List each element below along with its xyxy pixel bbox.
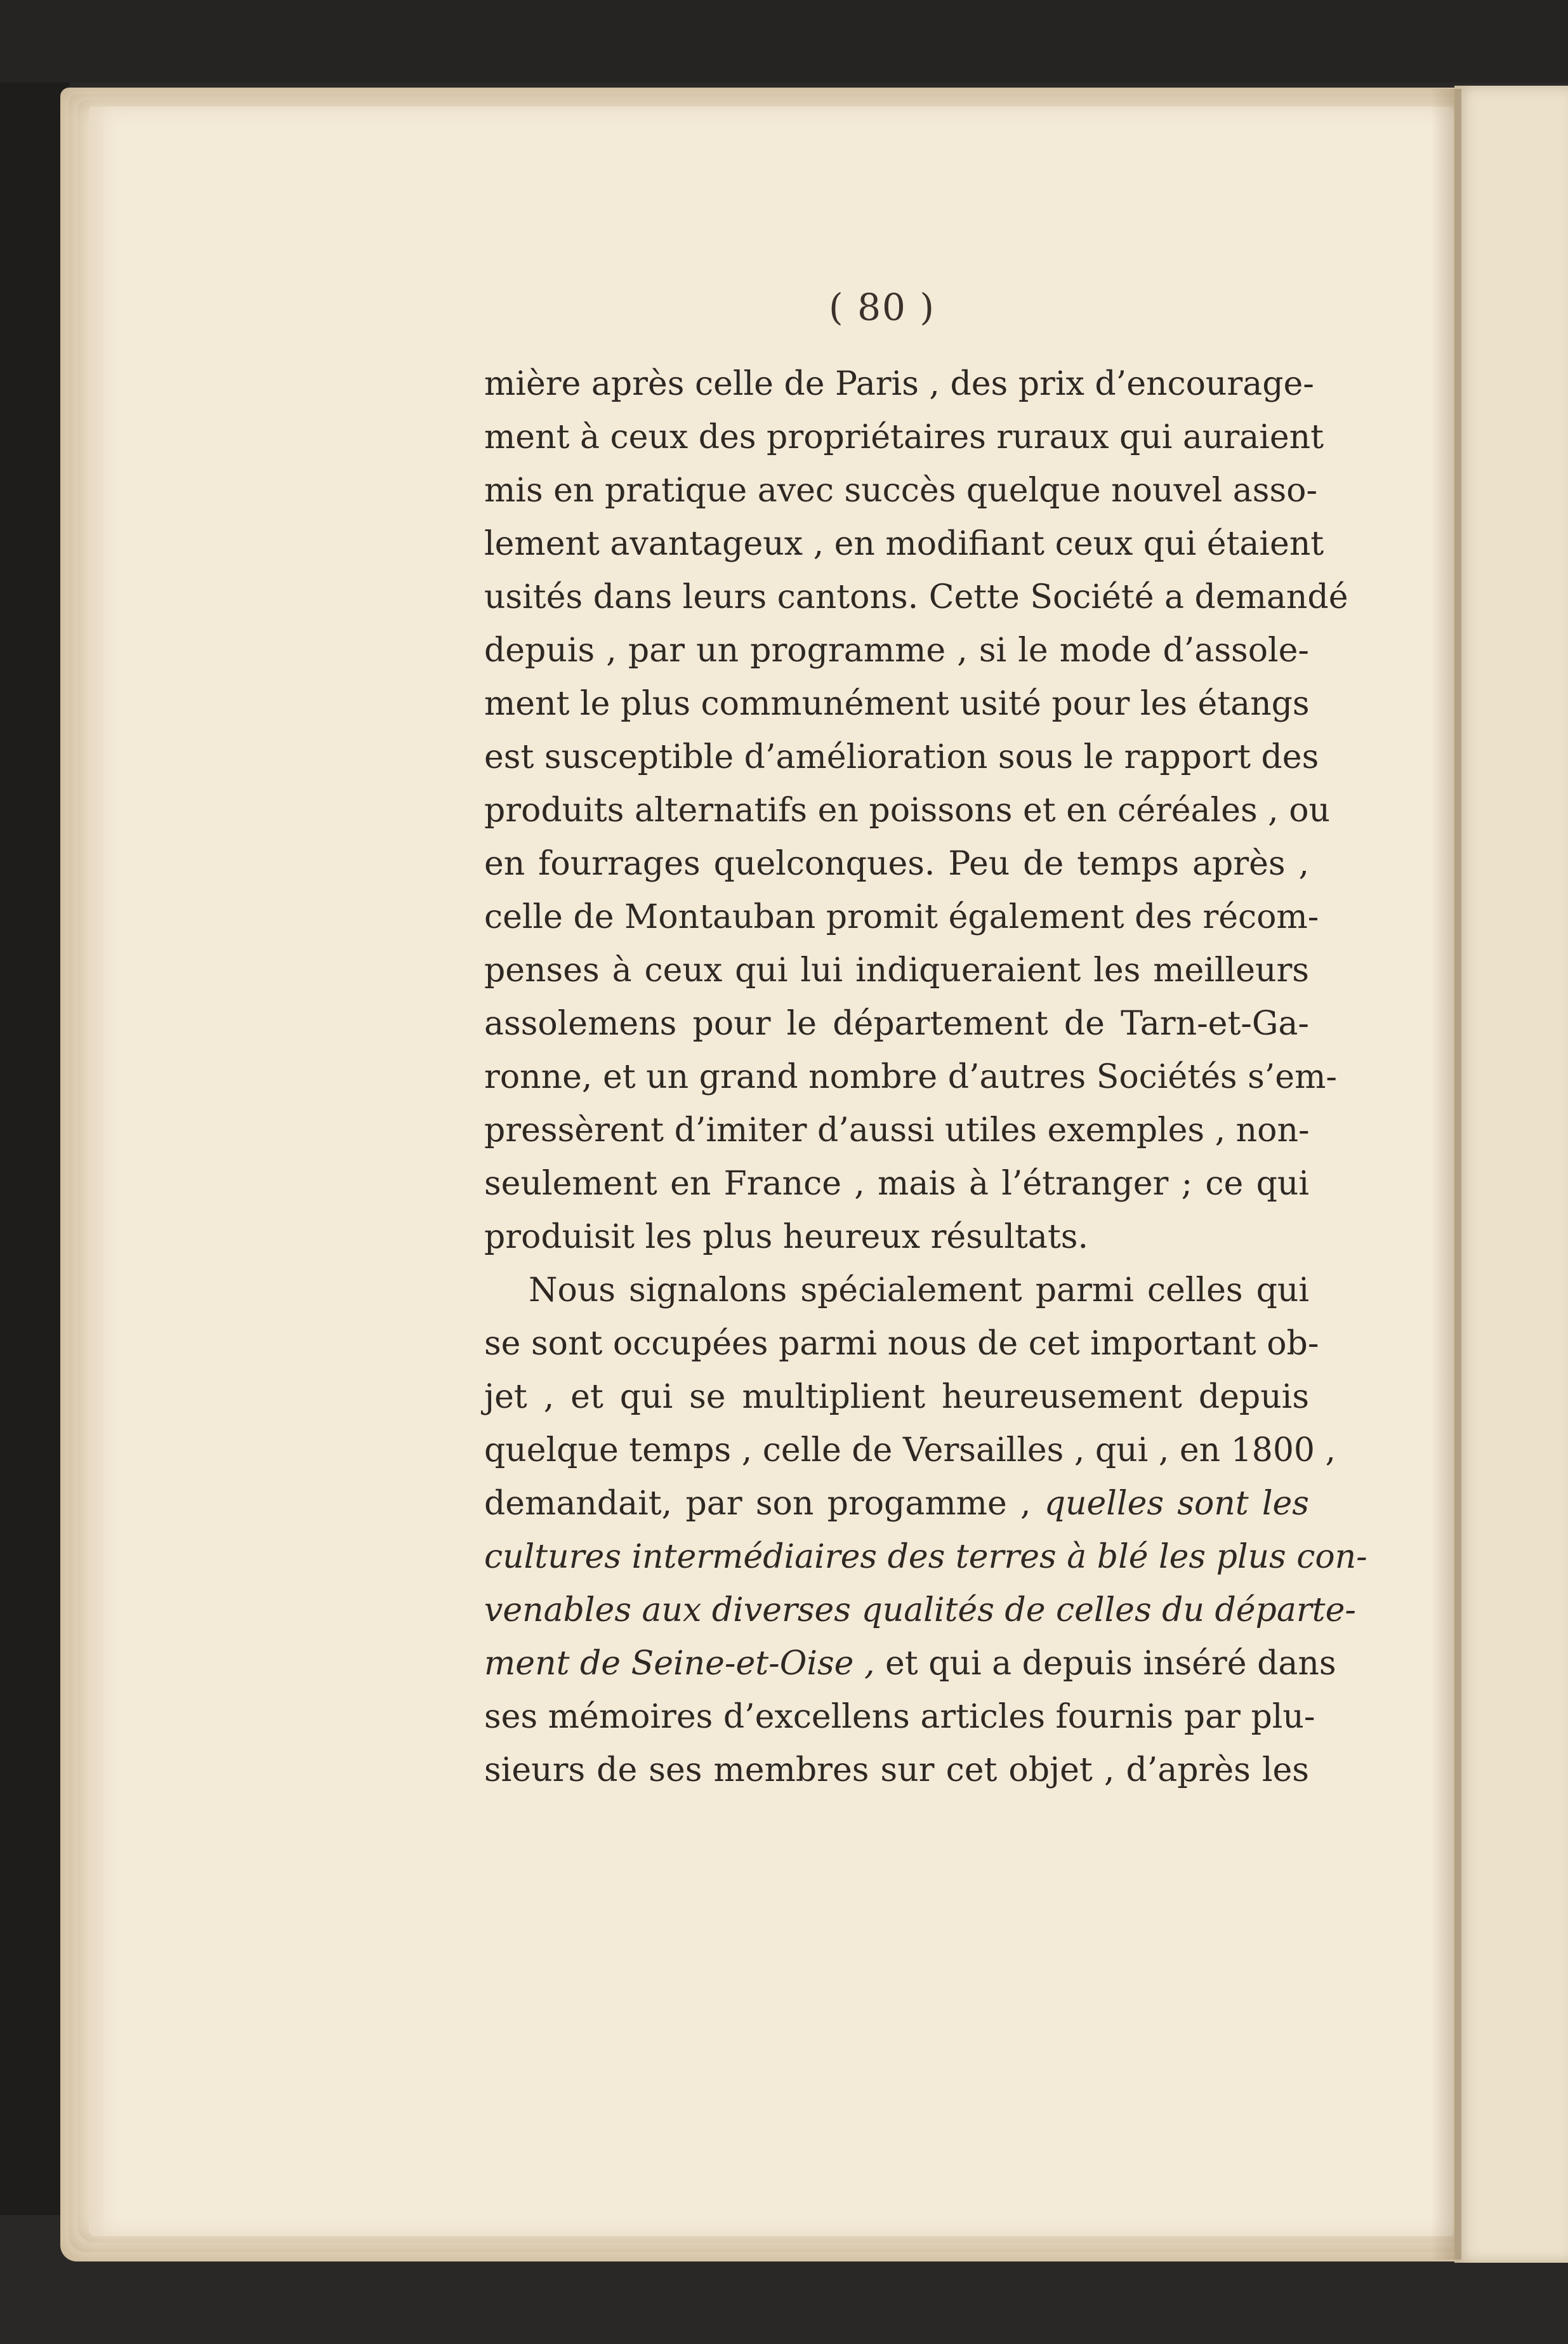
text-line: sieurs de ses membres sur cet objet , d’après les xyxy=(484,1751,1309,1789)
text-line: ronne, et un grand nombre d’autres Sociétés s’em- xyxy=(484,1058,1337,1096)
text-italic: ment de Seine-et-Oise , xyxy=(484,1645,875,1683)
text-line-italic: venables aux diverses qualités de celles du départe- xyxy=(484,1591,1356,1629)
scan-background-left xyxy=(0,0,70,2344)
text-line: penses à ceux qui lui indiqueraient les meilleurs xyxy=(484,951,1309,990)
facing-page-edge xyxy=(1454,86,1568,2263)
text-line-paragraph-start: Nous signalons spécialement parmi celles qui xyxy=(529,1271,1309,1309)
text-line: ses mémoires d’excellens articles fournis par plu- xyxy=(484,1698,1315,1736)
text-line: assolemens pour le département de Tarn-et-Ga- xyxy=(484,1005,1309,1043)
text-line: produits alternatifs en poissons et en céréales , ou xyxy=(484,791,1331,830)
text-line: pressèrent d’imiter d’aussi utiles exemples , non- xyxy=(484,1111,1310,1149)
scan-background-top xyxy=(0,0,1568,83)
text-line: depuis , par un programme , si le mode d’assole- xyxy=(484,632,1309,670)
page-number: ( 80 ) xyxy=(829,286,935,329)
text-line: en fourrages quelconques. Peu de temps après , xyxy=(484,845,1309,883)
text-roman: demandait, par son progamme , xyxy=(484,1485,1044,1523)
text-line: mis en pratique avec succès quelque nouvel asso- xyxy=(484,472,1318,510)
text-line: est susceptible d’amélioration sous le rapport des xyxy=(484,738,1319,776)
text-line-mixed xyxy=(484,1477,1309,1530)
text-line: ment le plus communément usité pour les étangs xyxy=(484,685,1310,723)
text-line-italic: cultures intermédiaires des terres à blé les plus con- xyxy=(484,1538,1367,1576)
text-line: usités dans leurs cantons. Cette Société a demandé xyxy=(484,578,1348,616)
text-line: ment à ceux des propriétaires ruraux qui auraient xyxy=(484,418,1324,456)
text-line: se sont occupées parmi nous de cet important ob- xyxy=(484,1325,1319,1363)
text-line-mixed xyxy=(484,1637,1336,1690)
body-text xyxy=(484,357,1367,1797)
text-line: seulement en France , mais à l’étranger ; ce qui xyxy=(484,1165,1309,1203)
page-gutter-shadow xyxy=(1431,89,1461,2260)
text-italic: quelles sont les xyxy=(1044,1485,1309,1523)
text-roman: et qui a depuis inséré dans xyxy=(874,1645,1336,1683)
text-line: jet , et qui se multiplient heureusement depuis xyxy=(484,1378,1309,1416)
text-line: quelque temps , celle de Versailles , qui , en 1800 , xyxy=(484,1431,1336,1469)
text-line: mière après celle de Paris , des prix d’encourage- xyxy=(484,365,1314,403)
text-line: produisit les plus heureux résultats. xyxy=(484,1218,1089,1256)
text-line: celle de Montauban promit également des récom- xyxy=(484,898,1319,936)
text-line: lement avantageux , en modifiant ceux qui étaient xyxy=(484,525,1324,563)
